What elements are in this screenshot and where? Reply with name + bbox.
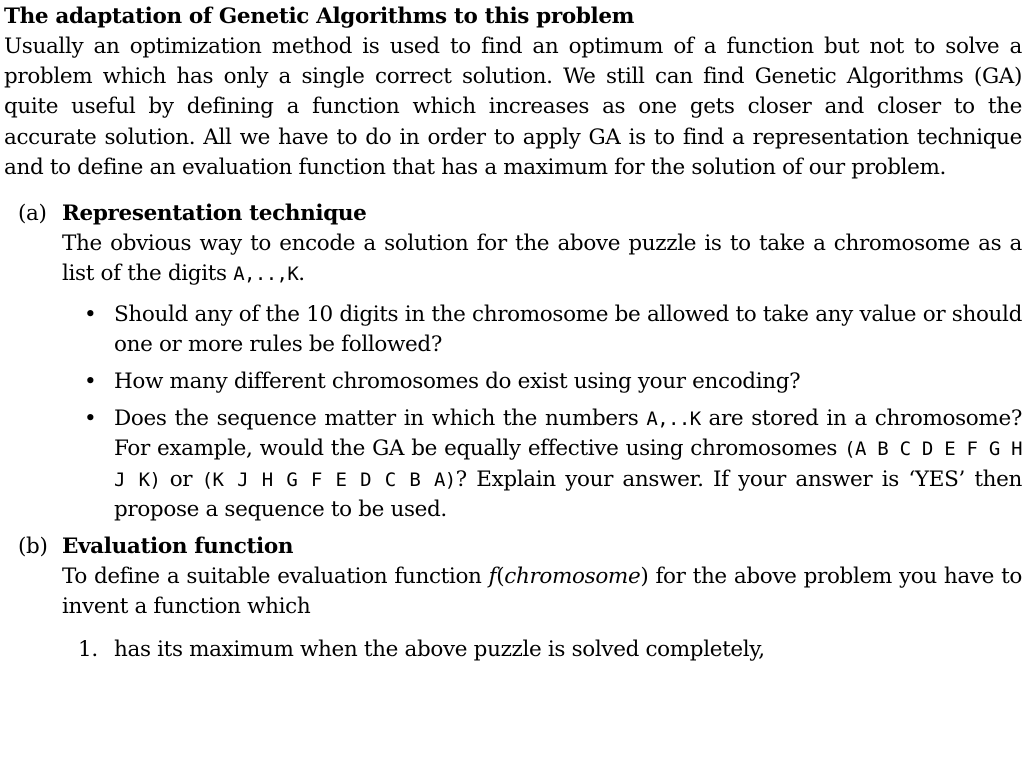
- bullet-icon: •: [84, 406, 97, 432]
- question-text-part: ? Explain your answer. If your answer is ‘YES’ then propose a sequence to be used.: [114, 466, 1023, 522]
- list-item: [84, 404, 1023, 525]
- representation-heading: Representation technique: [62, 201, 367, 227]
- bullet-icon: •: [84, 301, 97, 327]
- item-representation: [4, 199, 1022, 525]
- chromosome-forward-code: (A B C D E F G H J K): [114, 438, 1022, 491]
- question-text: Should any of the 10 digits in the chromosome be allowed to take any value or should one or more rules be followed?: [114, 301, 1022, 357]
- chromosome-reverse-code: (K J H G F E D C B A): [201, 468, 456, 491]
- item-evaluation: [4, 532, 1022, 665]
- digits-code: A,..,K: [233, 263, 299, 286]
- list-item: [78, 635, 1022, 665]
- item-label-b: (b): [18, 534, 48, 560]
- list-item: [84, 300, 1022, 360]
- evaluation-heading: Evaluation function: [62, 534, 294, 560]
- representation-body-text: The obvious way to encode a solution for the above puzzle is to take a chromosome as a list of the digits: [62, 231, 1022, 287]
- requirement-text: has its maximum when the above puzzle is solved completely,: [114, 636, 765, 662]
- representation-questions: [62, 300, 1022, 525]
- evaluation-body-end: for the above problem you have to invent a function which: [62, 564, 1023, 620]
- function-paren-open: (: [496, 564, 505, 590]
- question-text-part: or: [160, 466, 202, 492]
- digits-range-code: A,..K: [646, 408, 701, 431]
- item-label-a: (a): [18, 201, 47, 227]
- function-name: f: [488, 564, 497, 590]
- question-text: [114, 406, 1022, 522]
- evaluation-body-text: To define a suitable evaluation function: [62, 564, 489, 590]
- bullet-icon: •: [84, 369, 97, 395]
- evaluation-requirements: [62, 635, 1022, 665]
- question-text-part: Does the sequence matter in which the numbers: [114, 406, 647, 432]
- representation-body: [62, 229, 1022, 289]
- section-title: The adaptation of Genetic Algorithms to this problem: [4, 4, 635, 29]
- representation-body-end: .: [298, 261, 305, 287]
- item-number: 1.: [78, 636, 98, 662]
- function-paren-close: ): [640, 564, 649, 590]
- list-item: [84, 367, 1022, 397]
- question-text: How many different chromosomes do exist using your encoding?: [114, 369, 801, 395]
- question-text-part: are stored in a chromosome? For example, would the GA be equally effective using chromosomes: [114, 406, 1022, 462]
- intro-paragraph: Usually an optimization method is used to find an optimum of a function but not to solve a problem which has only a single correct solution. We still can find Genetic Algorithms (GA) quite useful by defining a function which increases as one gets closer and closer to the accurate solution. All we have to do in order to apply GA is to find a representation technique and to define an evaluation function that has a maximum for the solution of our problem.: [4, 34, 1022, 180]
- function-argument: chromosome: [504, 564, 641, 590]
- evaluation-body: [62, 562, 1022, 622]
